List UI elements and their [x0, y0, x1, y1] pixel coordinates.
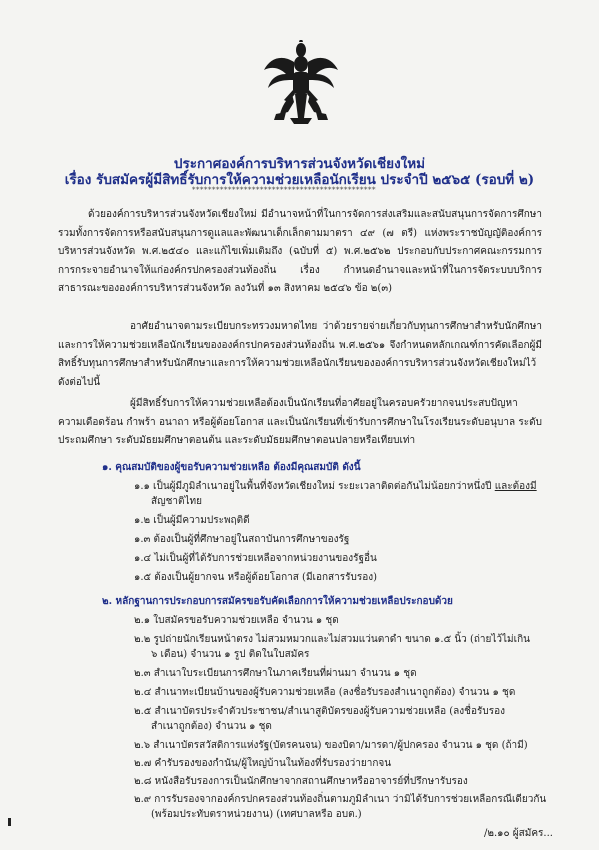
section-1-item-tail: และต้องมี	[494, 481, 537, 492]
section-2-item-cont: (พร้อมประทับตราหน่วยงาน) (เทศบาลหรือ อบต.)	[151, 809, 362, 820]
section-2-item: ๒.๑ ใบสมัครขอรับความช่วยเหลือ จำนวน ๑ ชุด	[134, 615, 339, 626]
section-2-item: ๒.๖ สำเนาบัตรสวัสดิการแห่งรัฐ(บัตรคนจน) ของบิดา/มารดา/ผู้ปกครอง จำนวน ๑ ชุด (ถ้ามี)	[134, 740, 528, 751]
section-2-item: ๒.๕ สำเนาบัตรประจำตัวประชาชน/สำเนาสูติบัตรของผู้รับความช่วยเหลือ (ลงชื่อรับรอง	[134, 706, 505, 717]
paragraph-3: ผู้มีสิทธิ์รับการให้ความช่วยเหลือต้องเป็นนักเรียนที่อาศัยอยู่ในครอบครัวยากจนประสบปัญหาความเดือดร้อน กำพร้า อนาถา หรือผู้ด้อยโอกาส และเป็นนักเรียนที่เข้ารับการศึกษาในโรงเรียนระดับอนุบาล ระดับประถมศึกษา ระดับมัธยมศึกษาตอนต้น และระดับมัธยมศึกษาตอนปลายหรือเทียบเท่า	[58, 398, 542, 446]
document-subject: เรื่อง รับสมัครผู้มีสิทธิ์รับการให้ความช่วยเหลือนักเรียน ประจำปี ๒๕๖๕ (รอบที่ ๒)	[64, 172, 535, 188]
title-divider: **********************************************	[192, 186, 376, 194]
section-2-item: ๒.๓ สำเนาใบระเบียนการศึกษาในภาคเรียนที่ผ่านมา จำนวน ๑ ชุด	[134, 668, 417, 679]
section-2-heading: ๒. หลักฐานการประกอบการสมัครขอรับคัดเลือกการให้ความช่วยเหลือประกอบด้วย	[102, 596, 453, 607]
section-1-item: ๑.๕ ต้องเป็นผู้ยากจน หรือผู้ด้อยโอกาส (มีเอกสารรับรอง)	[134, 572, 377, 583]
section-1-heading: ๑. คุณสมบัติของผู้ขอรับความช่วยเหลือ ต้องมีคุณสมบัติ ดังนี้	[102, 462, 361, 473]
paragraph-2: อาศัยอำนาจตามระเบียบกระทรวงมหาดไทย ว่าด้วยรายจ่ายเกี่ยวกับทุนการศึกษาสำหรับนักศึกษาและการให้ความช่วยเหลือนักเรียนขององค์กรปกครองส่วนท้องถิ่น พ.ศ.๒๕๖๑ จึงกำหนดหลักเกณฑ์การคัดเลือกผู้มีสิทธิ์รับทุนการศึกษาสำหรับนักศึกษาและการให้ความช่วยเหลือนักเรียนขององค์การบริหารส่วนจังหวัดเชียงใหม่ไว้ ดังต่อไปนี้	[58, 321, 542, 388]
garuda-emblem-icon	[262, 40, 340, 126]
section-2-item-cont: สำเนาถูกต้อง) จำนวน ๑ ชุด	[151, 721, 272, 732]
section-1-item: ๑.๓ ต้องเป็นผู้ที่ศึกษาอยู่ในสถาบันการศึกษาของรัฐ	[134, 534, 350, 545]
section-1-item: ๑.๔ ไม่เป็นผู้ที่ได้รับการช่วยเหลือจากหน่วยงานของรัฐอื่น	[134, 553, 377, 564]
section-2-item: ๒.๔ สำเนาทะเบียนบ้านของผู้รับความช่วยเหลือ (ลงชื่อรับรองสำเนาถูกต้อง) จำนวน ๑ ชุด	[134, 687, 516, 698]
document-title: ประกาศองค์การบริหารส่วนจังหวัดเชียงใหม่	[173, 156, 426, 172]
section-1-item-text: ๑.๑ เป็นผู้มีภูมิลำเนาอยู่ในพื้นที่จังหวัดเชียงใหม่ ระยะเวลาติดต่อกันไม่น้อยกว่าหนึ่งปี	[134, 481, 492, 492]
section-2-item-cont: ๖ เดือน) จำนวน ๑ รูป ติดในใบสมัคร	[151, 649, 310, 660]
paragraph-1: ด้วยองค์การบริหารส่วนจังหวัดเชียงใหม่ มีอำนาจหน้าที่ในการจัดการส่งเสริมและสนับสนุนการจัดการศึกษา รวมทั้งการจัดการหรือสนับสนุนการดูแลและพัฒนาเด็กเล็กตามมาตรา ๔๙ (๗ ตรี) แห่งพระราชบัญญัติองค์การบริหารส่วนจังหวัด พ.ศ.๒๕๔๐ และแก้ไขเพิ่มเติมถึง (ฉบับที่ ๕) พ.ศ.๒๕๖๒ ประกอบกับประกาศคณะกรรมการการกระจายอำนาจให้แก่องค์กรปกครองส่วนท้องถิ่น เรื่อง กำหนดอำนาจและหน้าที่ในการจัดระบบบริการสาธารณะขององค์การบริหารส่วนจังหวัด ลงวันที่ ๑๓ สิงหาคม ๒๕๔๖ ข้อ ๒(๓)	[58, 209, 542, 294]
continuation-note: /๒.๑๐ ผู้สมัคร...	[484, 828, 553, 839]
scan-mark	[8, 818, 11, 826]
section-2-item: ๒.๙ การรับรองจากองค์กรปกครองส่วนท้องถิ่นตามภูมิลำเนา ว่ามิได้รับการช่วยเหลือกรณีเดียวกัน	[134, 794, 547, 805]
section-1-item: ๑.๒ เป็นผู้มีความประพฤติดี	[134, 515, 250, 526]
section-2-item: ๒.๒ รูปถ่ายนักเรียนหน้าตรง ไม่สวมหมวกและไม่สวมแว่นตาดำ ขนาด ๑.๕ นิ้ว (ถ่ายไว้ไม่เกิน	[134, 634, 530, 645]
section-2-item: ๒.๘ หนังสือรับรองการเป็นนักศึกษาจากสถานศึกษาหรืออาจารย์ที่ปรึกษารับรอง	[134, 776, 468, 787]
section-1-item	[134, 481, 537, 493]
section-2-item: ๒.๗ คำรับรองของกำนัน/ผู้ใหญ่บ้านในท้องที่รับรองว่ายากจน	[134, 758, 392, 769]
section-1-item-cont: สัญชาติไทย	[151, 496, 203, 507]
